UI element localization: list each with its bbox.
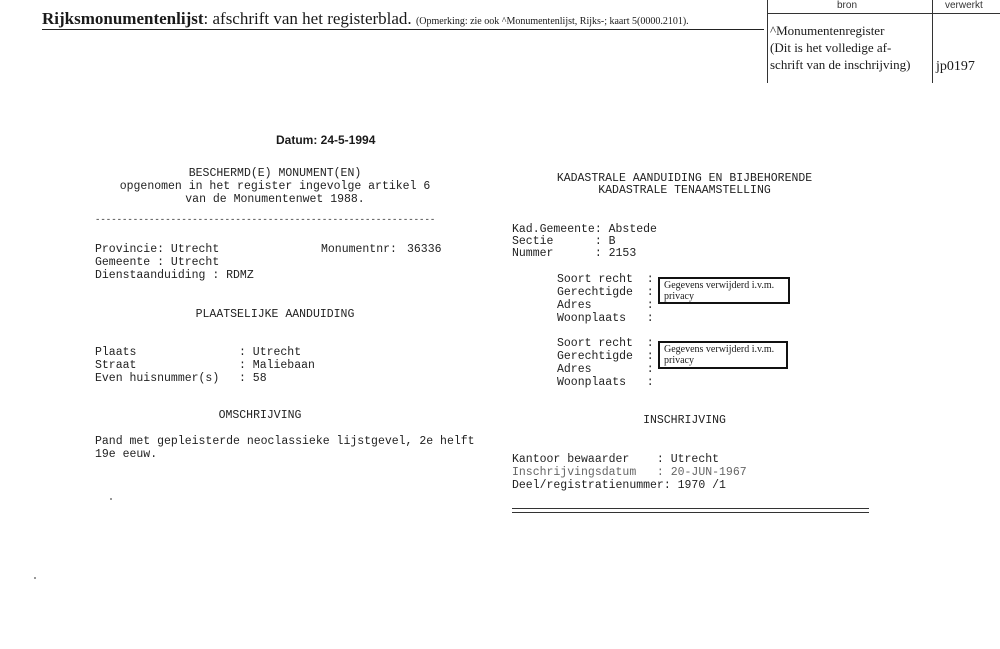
title-rest: : afschrift van het registerblad. — [203, 9, 412, 28]
dienstaanduiding: Dienstaanduiding : RDMZ — [95, 269, 254, 282]
double-rule — [512, 508, 869, 513]
source-table — [767, 0, 1000, 83]
table-header-rule — [767, 13, 1000, 14]
block2-adres: Adres : — [557, 363, 654, 376]
omschrijving-heading: OMSCHRIJVING — [218, 409, 302, 422]
kantoor-bewaarder: Kantoor bewaarder : Utrecht — [512, 453, 720, 466]
huisnummer-value: : 58 — [239, 372, 267, 385]
straat-value: : Maliebaan — [239, 359, 315, 372]
bron-line-2: (Dit is het volledige af- — [770, 40, 892, 55]
gemeente: Gemeente : Utrecht — [95, 256, 220, 269]
block1-soort-recht: Soort recht : — [557, 273, 654, 286]
monument-heading-2: opgenomen in het register ingevolge artikel 6 — [119, 180, 431, 193]
block1-adres: Adres : — [557, 299, 654, 312]
bron-line-3: schrift van de inschrijving) — [770, 57, 911, 72]
header-rule — [42, 29, 764, 30]
plaats-value: : Utrecht — [239, 346, 302, 359]
block2-woonplaats: Woonplaats : — [557, 376, 654, 389]
col-verwerkt-header: verwerkt — [945, 0, 983, 11]
nummer: Nummer : 2153 — [512, 247, 637, 260]
monumentnr-value: 36336 — [407, 243, 442, 256]
inschrijvingsdatum: Inschrijvingsdatum : 20-JUN-1967 — [512, 466, 747, 479]
deel-registratienummer: Deel/registratienummer: 1970 /1 — [512, 479, 726, 492]
plaatselijke-heading: PLAATSELIJKE AANDUIDING — [195, 308, 355, 321]
privacy-redaction-box — [658, 341, 788, 369]
scan-speck — [34, 577, 36, 579]
block1-gerechtigde: Gerechtigde : — [557, 286, 654, 299]
kadastrale-heading-2: KADASTRALE TENAAMSTELLING — [598, 184, 771, 197]
title-note: (Opmerking: zie ook ^Monumentenlijst, Rijks-; kaart 5(0000.2101). — [415, 16, 689, 27]
title-bold: Rijksmonumentenlijst — [42, 9, 204, 28]
straat-label: Straat — [95, 359, 137, 372]
dash-rule: --------------------------------------------------------------- — [95, 215, 436, 225]
privacy-text-2: privacy — [664, 355, 694, 366]
bron-line-1: ^Monumentenregister — [770, 23, 885, 38]
huisnummer-label: Even huisnummer(s) — [95, 372, 220, 385]
omschrijving-line-2: 19e eeuw. — [95, 448, 158, 461]
block2-gerechtigde: Gerechtigde : — [557, 350, 654, 363]
col-bron-header: bron — [837, 0, 858, 11]
sectie: Sectie : B — [512, 235, 616, 248]
privacy-text-1: Gegevens verwijderd i.v.m. — [664, 280, 775, 291]
privacy-text-2: privacy — [664, 291, 694, 302]
kad-gemeente: Kad.Gemeente: Abstede — [512, 223, 657, 236]
block1-woonplaats: Woonplaats : — [557, 312, 654, 325]
verwerkt-value: jp0197 — [936, 59, 975, 74]
plaats-label: Plaats — [95, 346, 137, 359]
monumentnr-label: Monumentnr: — [321, 243, 397, 256]
page-title — [42, 9, 689, 29]
monument-heading-3: van de Monumentenwet 1988. — [185, 193, 365, 206]
privacy-text-1: Gegevens verwijderd i.v.m. — [664, 344, 775, 355]
inschrijving-heading: INSCHRIJVING — [643, 414, 726, 427]
scan-speck — [110, 498, 112, 500]
provincie: Provincie: Utrecht — [95, 243, 220, 256]
privacy-redaction-box — [658, 277, 790, 304]
datum: Datum: 24-5-1994 — [276, 133, 376, 147]
kadastrale-heading-1: KADASTRALE AANDUIDING EN BIJBEHORENDE — [556, 172, 813, 185]
monument-heading-1: BESCHERMD(E) MONUMENT(EN) — [188, 167, 362, 180]
omschrijving-line-1: Pand met gepleisterde neoclassieke lijstgevel, 2e helft — [95, 435, 475, 448]
block2-soort-recht: Soort recht : — [557, 337, 654, 350]
